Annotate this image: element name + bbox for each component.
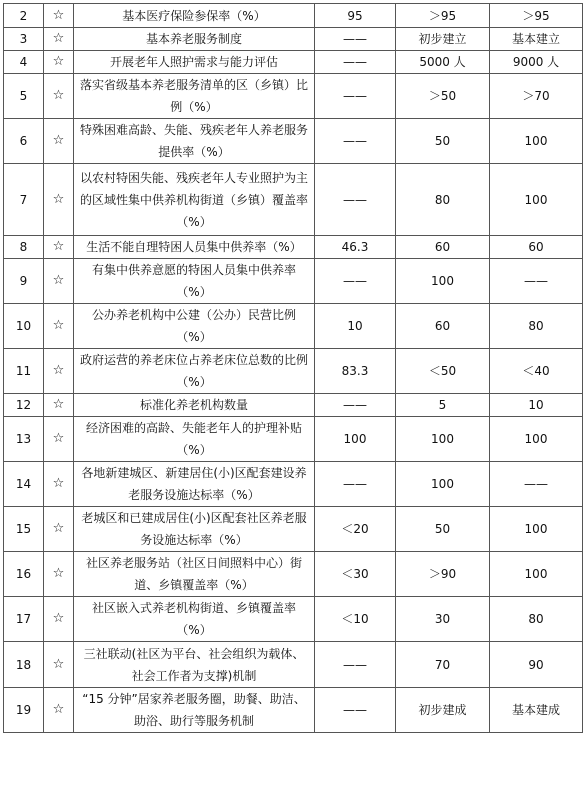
target-value-2: 100 [490, 119, 583, 164]
indicator-name: 社区嵌入式养老机构街道、乡镇覆盖率（%） [74, 597, 315, 642]
star-marker: ☆ [44, 462, 74, 507]
target-value-1: 初步建成 [396, 688, 490, 733]
indicator-name: 生活不能自理特困人员集中供养率（%） [74, 236, 315, 259]
star-marker: ☆ [44, 304, 74, 349]
indicator-table-body [4, 4, 583, 733]
target-value-1: ＞95 [396, 4, 490, 28]
target-value-1: 60 [396, 236, 490, 259]
star-marker: ☆ [44, 74, 74, 119]
table-row [4, 462, 583, 507]
indicator-name: 有集中供养意愿的特困人员集中供养率（%） [74, 259, 315, 304]
star-marker: ☆ [44, 507, 74, 552]
indicator-table [3, 3, 583, 733]
target-value-2: 基本建成 [490, 688, 583, 733]
table-row [4, 28, 583, 51]
star-marker: ☆ [44, 51, 74, 74]
target-value-2: ＞95 [490, 4, 583, 28]
target-value-2: 10 [490, 394, 583, 417]
target-value-1: 5 [396, 394, 490, 417]
target-value-1: 5000 人 [396, 51, 490, 74]
star-marker: ☆ [44, 552, 74, 597]
row-number: 16 [4, 552, 44, 597]
row-number: 11 [4, 349, 44, 394]
star-marker: ☆ [44, 259, 74, 304]
target-value-1: 80 [396, 164, 490, 236]
target-value-2: 100 [490, 507, 583, 552]
table-row [4, 51, 583, 74]
target-value-1: 50 [396, 119, 490, 164]
target-value-2: 60 [490, 236, 583, 259]
row-number: 14 [4, 462, 44, 507]
target-value-2: —— [490, 462, 583, 507]
target-value-2: —— [490, 259, 583, 304]
indicator-name: 落实省级基本养老服务清单的区（乡镇）比例（%） [74, 74, 315, 119]
baseline-value: 83.3 [315, 349, 396, 394]
indicator-name: 公办养老机构中公建（公办）民营比例（%） [74, 304, 315, 349]
baseline-value: —— [315, 259, 396, 304]
star-marker: ☆ [44, 349, 74, 394]
target-value-2: ＞70 [490, 74, 583, 119]
row-number: 7 [4, 164, 44, 236]
target-value-2: 100 [490, 417, 583, 462]
baseline-value: 46.3 [315, 236, 396, 259]
star-marker: ☆ [44, 417, 74, 462]
baseline-value: 95 [315, 4, 396, 28]
table-row [4, 4, 583, 28]
target-value-1: 60 [396, 304, 490, 349]
baseline-value: —— [315, 51, 396, 74]
indicator-name: “15 分钟”居家养老服务圈，助餐、助洁、助浴、助行等服务机制 [74, 688, 315, 733]
table-row [4, 164, 583, 236]
table-row [4, 552, 583, 597]
star-marker: ☆ [44, 642, 74, 688]
indicator-name: 基本养老服务制度 [74, 28, 315, 51]
star-marker: ☆ [44, 394, 74, 417]
target-value-1: 50 [396, 507, 490, 552]
baseline-value: —— [315, 119, 396, 164]
table-row [4, 304, 583, 349]
baseline-value: —— [315, 164, 396, 236]
row-number: 10 [4, 304, 44, 349]
row-number: 6 [4, 119, 44, 164]
star-marker: ☆ [44, 236, 74, 259]
baseline-value: 100 [315, 417, 396, 462]
table-row [4, 417, 583, 462]
table-row [4, 259, 583, 304]
indicator-name: 基本医疗保险参保率（%） [74, 4, 315, 28]
star-marker: ☆ [44, 4, 74, 28]
star-marker: ☆ [44, 164, 74, 236]
target-value-1: ＞90 [396, 552, 490, 597]
indicator-name: 老城区和已建成居住(小)区配套社区养老服务设施达标率（%） [74, 507, 315, 552]
baseline-value: —— [315, 74, 396, 119]
target-value-2: 100 [490, 164, 583, 236]
baseline-value: —— [315, 28, 396, 51]
target-value-1: ＜50 [396, 349, 490, 394]
row-number: 2 [4, 4, 44, 28]
baseline-value: ＜10 [315, 597, 396, 642]
star-marker: ☆ [44, 119, 74, 164]
row-number: 5 [4, 74, 44, 119]
row-number: 4 [4, 51, 44, 74]
target-value-2: 基本建立 [490, 28, 583, 51]
table-row [4, 236, 583, 259]
row-number: 8 [4, 236, 44, 259]
baseline-value: 10 [315, 304, 396, 349]
baseline-value: —— [315, 642, 396, 688]
row-number: 9 [4, 259, 44, 304]
table-row [4, 349, 583, 394]
row-number: 15 [4, 507, 44, 552]
target-value-1: 30 [396, 597, 490, 642]
baseline-value: —— [315, 394, 396, 417]
row-number: 18 [4, 642, 44, 688]
target-value-1: 70 [396, 642, 490, 688]
indicator-name: 各地新建城区、新建居住(小)区配套建设养老服务设施达标率（%） [74, 462, 315, 507]
star-marker: ☆ [44, 597, 74, 642]
indicator-name: 经济困难的高龄、失能老年人的护理补贴（%） [74, 417, 315, 462]
table-row [4, 507, 583, 552]
indicator-name: 特殊困难高龄、失能、残疾老年人养老服务提供率（%） [74, 119, 315, 164]
target-value-2: 9000 人 [490, 51, 583, 74]
target-value-2: 80 [490, 304, 583, 349]
target-value-2: ＜40 [490, 349, 583, 394]
target-value-1: 100 [396, 462, 490, 507]
target-value-1: 100 [396, 259, 490, 304]
row-number: 19 [4, 688, 44, 733]
target-value-2: 90 [490, 642, 583, 688]
star-marker: ☆ [44, 688, 74, 733]
table-row [4, 688, 583, 733]
target-value-1: ＞50 [396, 74, 490, 119]
row-number: 12 [4, 394, 44, 417]
table-row [4, 597, 583, 642]
row-number: 17 [4, 597, 44, 642]
target-value-2: 80 [490, 597, 583, 642]
target-value-1: 初步建立 [396, 28, 490, 51]
indicator-name: 三社联动(社区为平台、社会组织为载体、社会工作者为支撑)机制 [74, 642, 315, 688]
baseline-value: ＜20 [315, 507, 396, 552]
indicator-name: 标准化养老机构数量 [74, 394, 315, 417]
indicator-name: 开展老年人照护需求与能力评估 [74, 51, 315, 74]
star-marker: ☆ [44, 28, 74, 51]
baseline-value: —— [315, 462, 396, 507]
row-number: 3 [4, 28, 44, 51]
indicator-name: 社区养老服务站（社区日间照料中心）街道、乡镇覆盖率（%） [74, 552, 315, 597]
table-row [4, 394, 583, 417]
indicator-name: 政府运营的养老床位占养老床位总数的比例（%） [74, 349, 315, 394]
baseline-value: ＜30 [315, 552, 396, 597]
indicator-name: 以农村特困失能、残疾老年人专业照护为主的区域性集中供养机构街道（乡镇）覆盖率（%） [74, 164, 315, 236]
table-row [4, 119, 583, 164]
target-value-2: 100 [490, 552, 583, 597]
row-number: 13 [4, 417, 44, 462]
table-row [4, 74, 583, 119]
table-row [4, 642, 583, 688]
baseline-value: —— [315, 688, 396, 733]
target-value-1: 100 [396, 417, 490, 462]
